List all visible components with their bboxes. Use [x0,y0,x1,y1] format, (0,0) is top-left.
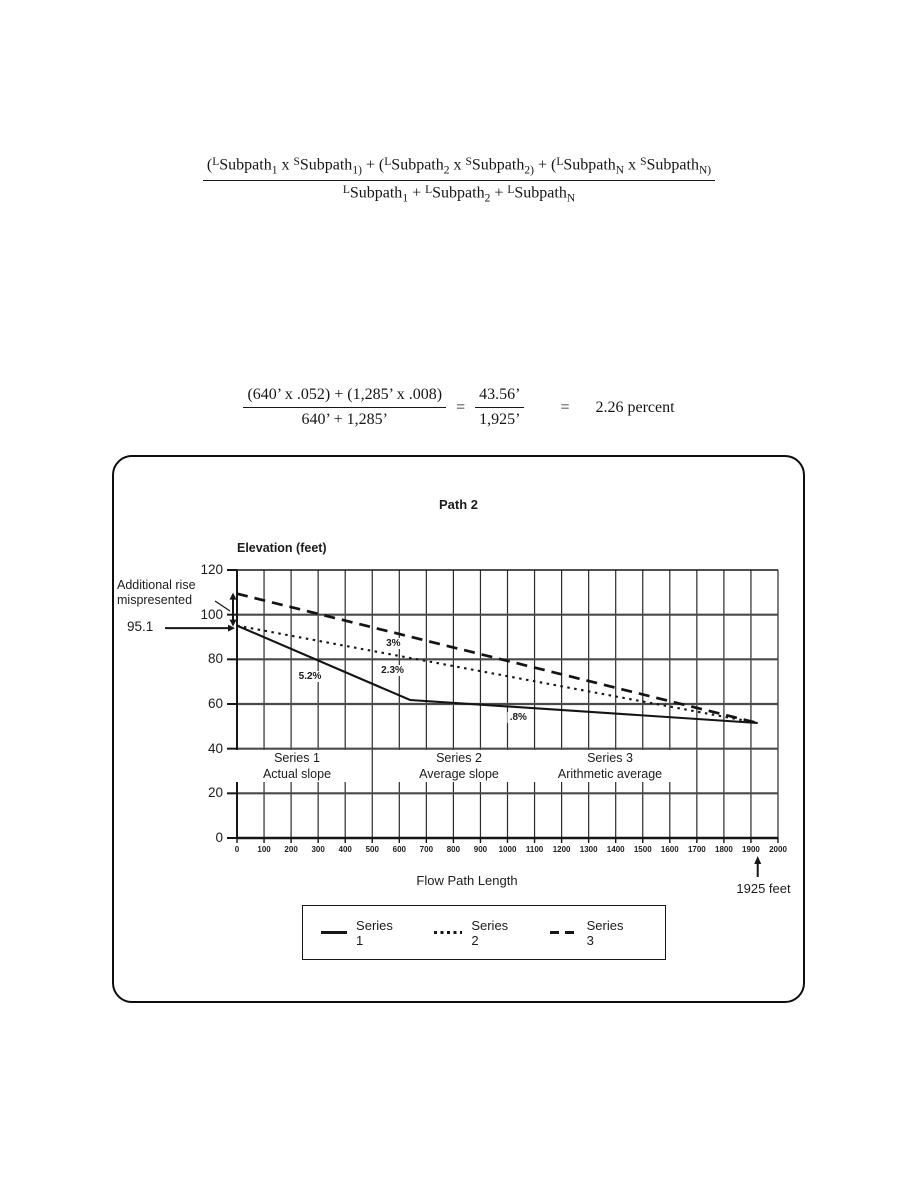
x-tick-label: 700 [419,845,434,854]
y-tick-label: 40 [207,740,223,756]
x-tick-label: 1600 [660,845,679,854]
y-tick-label: 100 [200,606,223,622]
x-tick-label: 900 [473,845,488,854]
y-tick-label: 120 [200,562,223,577]
y-tick-label: 80 [207,651,223,667]
formula1-denominator: $^L$Subpath$_1$ + $^L$Subpath$_2$ + $^L$Subpath$_N$ [342,183,576,204]
x-tick-label: 500 [365,845,379,854]
equals-sign: = [456,398,466,416]
legend [302,905,666,960]
legend-item-series1 [321,918,400,948]
additional-rise-note-line1: Additional rise [117,578,196,592]
series-3-description: Arithmetic average [557,767,663,781]
dashed-line-icon [550,931,578,934]
percent-result: 2.26 percent [595,398,675,416]
start-elevation-label: 95.1 [127,619,154,634]
x-tick-label: 1700 [687,845,706,854]
series-2-description: Average slope [419,767,499,781]
chart-title: Path 2 [438,497,478,512]
formula2-result-numerator: 43.56’ [475,386,524,408]
equals-sign: = [560,398,570,416]
x-tick-label: 600 [392,845,406,854]
legend-label-series3: Series 3 [586,917,624,948]
series-3-group-label [527,750,693,782]
weighted-slope-formula [0,156,918,204]
x-tick-label: 100 [257,845,271,854]
formula2-result-denominator: 1,925’ [479,411,521,428]
end-distance-label: 1925 feet [736,881,791,896]
y-tick-label: 20 [207,785,223,801]
x-tick-label: 1100 [525,845,544,854]
slope-annotation: 3% [386,637,401,649]
y-tick-label: 0 [215,830,223,845]
x-tick-label: 1200 [552,845,571,854]
series-1-name: Series 1 [274,751,320,765]
x-tick-label: 1800 [714,845,733,854]
formula1-numerator: ($^L$Subpath$_1$ x $^S$Subpath$_{1)}$ + ($^L$Subpath$_2$ x $^S$Subpath$_{2)}$ + ($^L$Subpath$_N$ x $^S$Subpath$_{N)}$ [203,156,715,181]
y-axis-title: Elevation (feet) [237,541,327,555]
x-tick-label: 1000 [498,845,517,854]
legend-label-series1: Series 1 [356,917,393,948]
chart-figure-box [112,455,805,1003]
series-1-description: Actual slope [262,767,332,781]
x-tick-label: 200 [284,845,298,854]
x-tick-label: 400 [338,845,352,854]
x-tick-label: 1400 [606,845,625,854]
x-tick-label: 1300 [579,845,598,854]
legend-label-series2: Series 2 [471,917,509,948]
x-tick-label: 300 [311,845,325,854]
x-tick-label: 1900 [742,845,760,854]
slope-annotation: 2.3% [381,664,404,676]
formula2-denominator: 640’ + 1,285’ [301,411,389,428]
slope-annotation: .8% [509,711,527,723]
x-tick-label: 1500 [633,845,652,854]
additional-rise-note [117,578,232,608]
example-calculation-formula [0,386,918,429]
dotted-line-icon [434,931,462,933]
series-2-name: Series 2 [436,751,482,765]
solid-line-icon [321,931,347,934]
series-3-name: Series 3 [587,751,633,765]
y-tick-label: 60 [207,696,223,711]
series-2-group-label [386,750,532,782]
legend-item-series2 [434,918,515,948]
x-axis-title: Flow Path Length [416,873,518,888]
formula2-numerator: (640’ x .052) + (1,285’ x .008) [243,386,446,408]
x-tick-label: 800 [446,845,461,854]
series-1-group-label [224,750,370,782]
legend-item-series3 [550,918,631,948]
additional-rise-note-line2: mispresented [117,593,193,607]
slope-annotation: 5.2% [298,671,322,683]
x-tick-label: 2000 [769,845,787,854]
x-tick-label: 0 [234,845,240,854]
